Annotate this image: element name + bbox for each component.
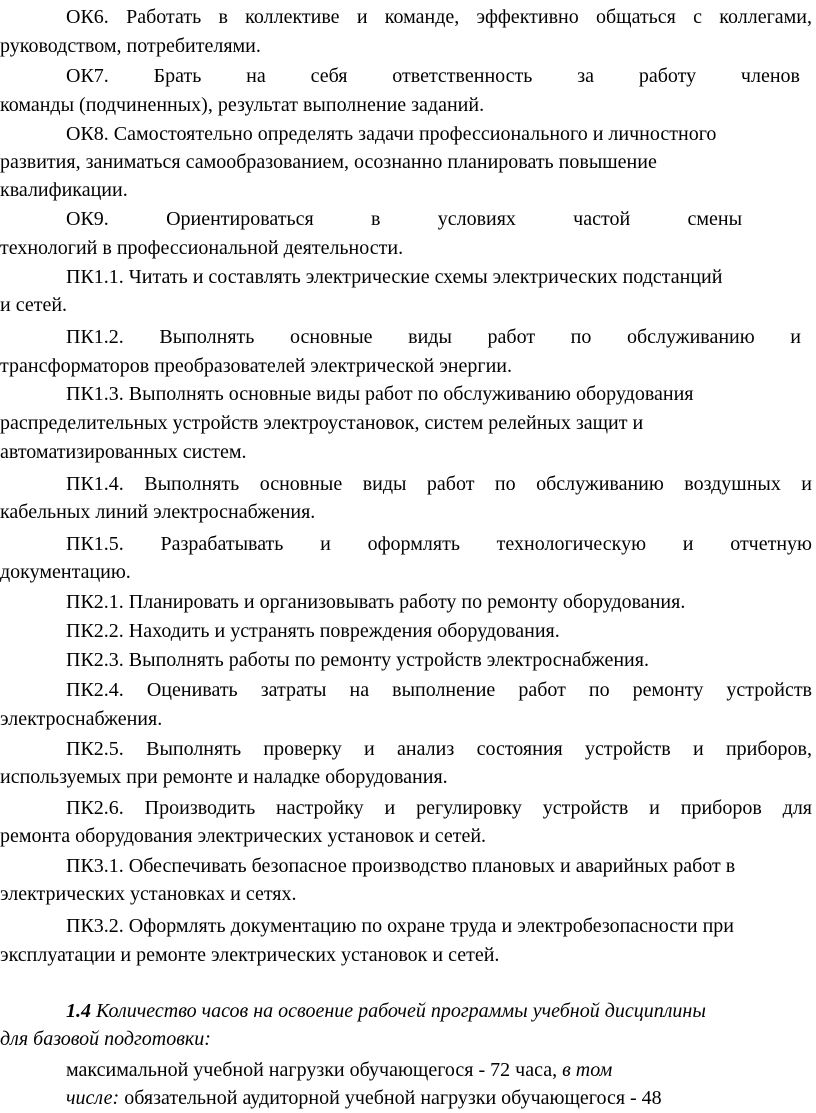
competency-code: ПК1.1.	[66, 266, 124, 288]
competency-text: Производить настройку и регулировку устройств и приборов для	[144, 797, 812, 819]
section-title: Количество часов на освоение рабочей программы учебной дисциплины	[96, 1000, 706, 1022]
competency-code: ПК2.2.	[66, 620, 124, 642]
paragraph-pk12-line2: трансформаторов преобразователей электрической энергии.	[0, 355, 512, 377]
section-heading-line2: для базовой подготовки:	[0, 1028, 211, 1050]
paragraph-pk13-line3: автоматизированных систем.	[0, 441, 247, 463]
paragraph-pk25-line1	[0, 734, 812, 764]
competency-code: ПК2.1.	[66, 591, 124, 613]
competency-text: Ориентироваться в условиях частой смены	[166, 208, 742, 230]
paragraph-pk14-line1	[0, 469, 812, 499]
max-load-text: максимальной учебной нагрузки обучающегося - 72 часа,	[66, 1059, 563, 1081]
competency-code: ОК8.	[66, 123, 109, 145]
paragraph-pk15-line1	[0, 529, 812, 559]
paragraph-ok8-line2: развития, заниматься самообразованием, осознанно планировать повышение	[0, 151, 657, 173]
competency-text: Выполнять работы по ремонту устройств электроснабжения.	[128, 649, 649, 671]
competency-code: ПК2.5.	[66, 738, 124, 760]
competency-text: Выполнять основные виды работ по обслуживанию оборудования	[128, 383, 694, 405]
competency-text: Оценивать затраты на выполнение работ по ремонту устройств	[146, 679, 812, 701]
competency-text: Работать в коллективе и команде, эффективно общаться с коллегами,	[126, 6, 812, 28]
competency-code: ПК2.3.	[66, 649, 124, 671]
paragraph-pk26-line2: ремонта оборудования электрических установок и сетей.	[0, 825, 487, 847]
paragraph-ok9-line1	[0, 204, 742, 234]
competency-code: ПК1.2.	[66, 326, 124, 348]
competency-code: ПК1.5.	[66, 533, 124, 555]
competency-text: Разрабатывать и оформлять технологическую и отчетную	[160, 533, 812, 555]
paragraph-pk23-line1	[0, 645, 816, 675]
paragraph-pk15-line2: документацию.	[0, 561, 131, 583]
paragraph-pk13-line2: распределительных устройств электроустановок, систем релейных защит и	[0, 412, 644, 434]
competency-text: Обеспечивать безопасное производство плановых и аварийных работ в	[128, 855, 736, 877]
competency-text: Выполнять основные виды работ по обслуживанию воздушных и	[144, 473, 812, 495]
paragraph-pk13-line1	[0, 379, 816, 409]
competency-text: Выполнять проверку и анализ состояния устройств и приборов,	[146, 738, 812, 760]
paragraph-pk14-line2: кабельных линий электроснабжения.	[0, 501, 316, 523]
paragraph-pk22-line1	[0, 616, 816, 646]
competency-text: Читать и составлять электрические схемы электрических подстанций	[128, 266, 723, 288]
paragraph-ok9-line2	[0, 233, 816, 263]
paragraph-pk31-line2: электрических установках и сетях.	[0, 883, 297, 905]
competency-code: ПК1.4.	[66, 473, 124, 495]
paragraph-pk32-line1	[0, 911, 816, 941]
competency-text: Брать на себя ответственность за работу членов	[153, 65, 800, 87]
hours-line2	[0, 1083, 816, 1113]
competency-text: Выполнять основные виды работ по обслуживанию и	[159, 326, 801, 348]
paragraph-pk12-line1	[0, 322, 801, 352]
competency-code: ОК7.	[66, 65, 109, 87]
paragraph-pk32-line2: эксплуатации и ремонте электрических установок и сетей.	[0, 944, 500, 966]
competency-code: ПК2.6.	[66, 797, 124, 819]
competency-text: Самостоятельно определять задачи профессионального и личностного	[113, 123, 717, 145]
competency-code: ОК6.	[66, 6, 109, 28]
including-italic: числе:	[66, 1087, 125, 1109]
paragraph-pk25-line2: используемых при ремонте и наладке оборудования.	[0, 766, 448, 788]
competency-code: ОК9.	[66, 208, 109, 230]
paragraph-ok7-line2: команды (подчиненных), результат выполнение заданий.	[0, 94, 485, 116]
ok9-line2-text: технологий в профессиональной деятельности.	[0, 237, 404, 259]
paragraph-ok7-line1	[0, 61, 800, 91]
competency-code: ПК1.3.	[66, 383, 124, 405]
paragraph-pk11-line1	[0, 262, 816, 292]
paragraph-ok8-line3: квалификации.	[0, 179, 128, 201]
paragraph-ok6-line1	[0, 2, 812, 32]
section-number: 1.4	[66, 1000, 91, 1022]
competency-text: Находить и устранять повреждения оборудования.	[128, 620, 560, 642]
competency-text: Оформлять документацию по охране труда и электробезопасности при	[128, 915, 734, 937]
in-that-italic: в том	[562, 1059, 613, 1081]
paragraph-ok8-line1	[0, 119, 816, 149]
competency-code: ПК3.1.	[66, 855, 124, 877]
hours-line1	[0, 1055, 816, 1085]
paragraph-pk26-line1	[0, 793, 812, 823]
paragraph-ok6-line2: руководством, потребителями.	[0, 35, 261, 57]
paragraph-pk31-line1	[0, 851, 816, 881]
competency-code: ПК3.2.	[66, 915, 124, 937]
paragraph-pk11-line2: и сетей.	[0, 294, 68, 316]
paragraph-pk24-line1	[0, 675, 812, 705]
section-heading-line1	[0, 996, 816, 1026]
competency-text: Планировать и организовывать работу по ремонту оборудования.	[128, 591, 686, 613]
paragraph-pk24-line2: электроснабжения.	[0, 708, 163, 730]
mandatory-load-text: обязательной аудиторной учебной нагрузки обучающегося - 48	[124, 1087, 662, 1109]
paragraph-pk21-line1	[0, 587, 816, 617]
competency-code: ПК2.4.	[66, 679, 124, 701]
